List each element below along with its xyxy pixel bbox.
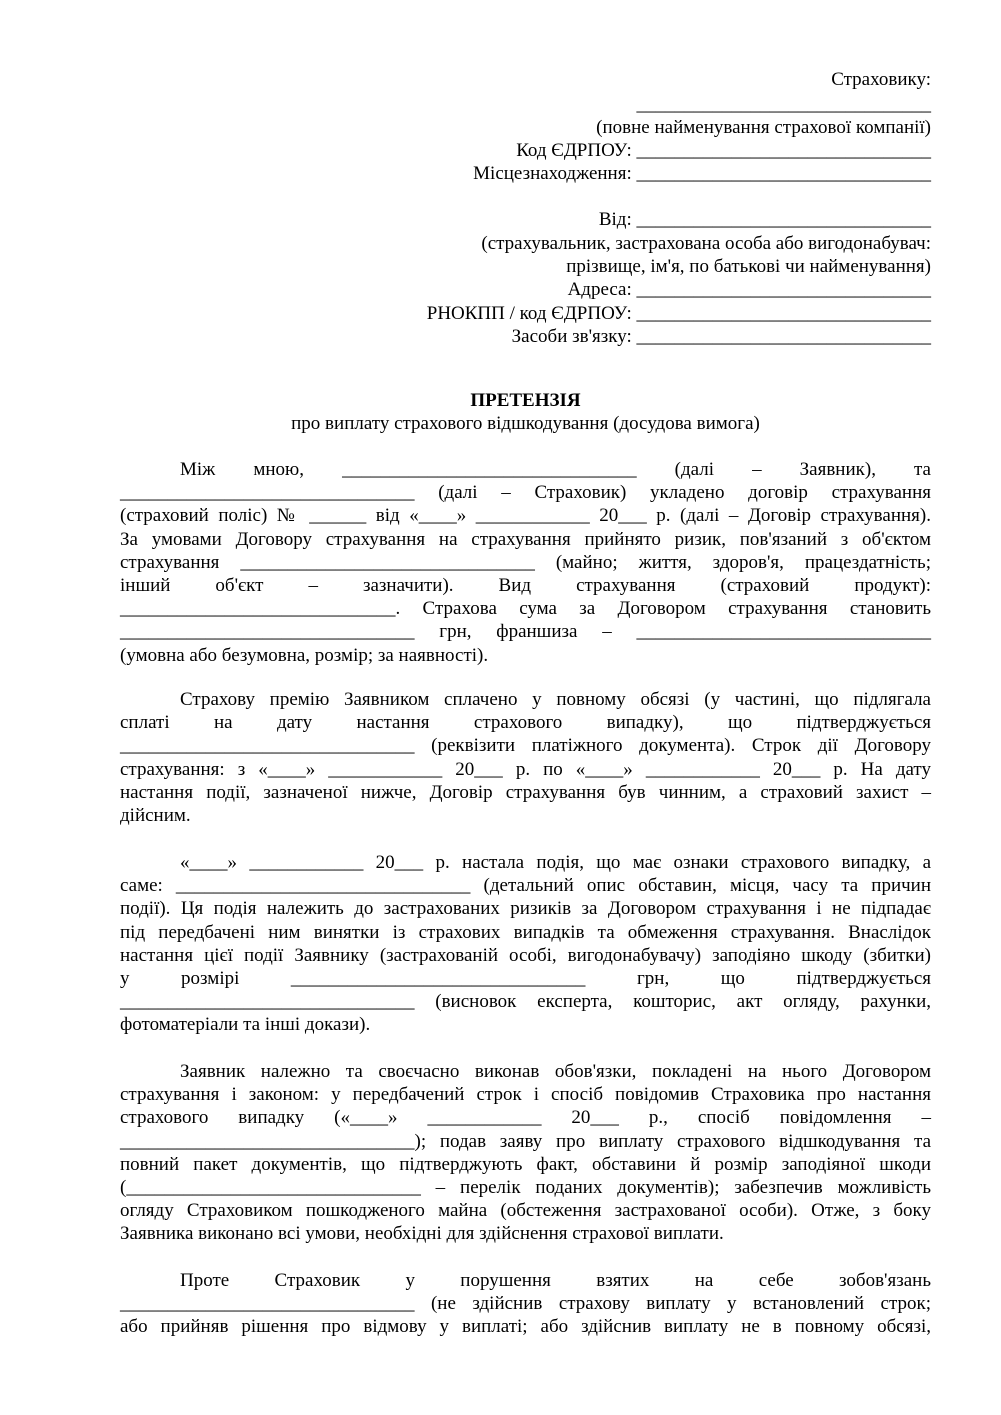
paragraph-line: _______________________________ (не здійснив страхову виплату у встановлений строк;: [120, 1293, 931, 1315]
paragraph-insured-event: [120, 851, 931, 1037]
insurer-location-line: Місцезнаходження: _______________________________: [473, 163, 931, 184]
paragraph-line: страхового випадку («____» ____________ 20___ р., спосіб повідомлення –: [120, 1107, 931, 1129]
sender-address-line: Адреса: _______________________________: [567, 279, 931, 300]
paragraph-line: «____» ____________ 20___ р. настала подія, що має ознаки страхового випадку, а: [180, 852, 931, 873]
paragraph-line: _____________________________. Страхова сума за Договором страхування становить: [120, 598, 931, 620]
paragraph-line: дійсним.: [120, 805, 191, 827]
paragraph-line: під передбачені ним винятки із страхових випадків та обмеження страхування. Внаслідок: [120, 921, 931, 943]
paragraph-line: огляду Страховиком пошкодженого майна (обстеження застрахованої особи). Отже, з боку: [120, 1200, 931, 1222]
paragraph-line: _______________________________ грн, франшиза – _______________________________: [120, 621, 931, 643]
sender-rnokpp-line: РНОКПП / код ЄДРПОУ: _______________________________: [426, 303, 931, 324]
paragraph-premium: [120, 688, 931, 827]
paragraph-line: _______________________________ (далі – Страховик) укладено договір страхування: [120, 482, 931, 504]
paragraph-line: _______________________________ (висновок експерта, кошторис, акт огляду, рахунки,: [120, 991, 931, 1013]
paragraph-line: _______________________________ (реквізити платіжного документа). Строк дії Договору: [120, 735, 931, 757]
paragraph-line: Між мною, _______________________________ (далі – Заявник), та: [180, 459, 931, 480]
paragraph-line: повний пакет документів, що підтверджують факт, обставини й розмір заподіяної шкоди: [120, 1153, 931, 1175]
paragraph-obligations: [120, 1060, 931, 1246]
paragraph-line: страхування і законом: у передбачений строк і спосіб повідомив Страховика про настання: [120, 1084, 931, 1106]
paragraph-line: За умовами Договору страхування на страхування прийнято ризик, пов'язаний з об'єктом: [120, 528, 931, 550]
paragraph-line: Заявник належно та своєчасно виконав обов'язки, покладені на нього Договором: [180, 1061, 931, 1082]
paragraph-line: Заявника виконано всі умови, необхідні для здійснення страхової виплати.: [120, 1223, 724, 1245]
paragraph-line: фотоматеріали та інші докази).: [120, 1014, 371, 1036]
paragraph-line: (умовна або безумовна, розмір; за наявності).: [120, 644, 489, 666]
paragraph-line: інший об'єкт – зазначити). Вид страхування (страховий продукт):: [120, 575, 931, 597]
paragraph-line: _______________________________); подав заяву про виплату страхового відшкодування та: [120, 1130, 931, 1152]
paragraph-line: у розмірі _______________________________ грн, що підтверджується: [120, 968, 931, 990]
paragraph-line: страхування _______________________________ (майно; життя, здоров'я, працездатність;: [120, 551, 931, 573]
paragraph-line: Проте Страховик у порушення взятих на себе зобов'язань: [180, 1270, 931, 1291]
paragraph-line: настання цієї події Заявнику (застрахованій особі, вигодонабувачу) заподіяно шкоду (збитки): [120, 944, 931, 966]
document-title: ПРЕТЕНЗІЯ: [470, 390, 581, 411]
insurer-name-blank: _______________________________: [636, 94, 931, 115]
paragraph-line: Страхову премію Заявником сплачено у повному обсязі (у частині, що підлягала: [180, 689, 931, 710]
paragraph-line: (_______________________________ – перелік поданих документів); забезпечив можливість: [120, 1177, 931, 1199]
sender-line: Від: _______________________________: [598, 209, 931, 230]
paragraph-line: (страховий поліс) № ______ від «____» ____________ 20___ р. (далі – Договір страхування).: [120, 505, 931, 527]
paragraph-breach: [120, 1269, 931, 1339]
paragraph-line: сплаті на дату настання страхового випадку), що підтверджується: [120, 712, 931, 734]
paragraph-line: саме: _______________________________ (детальний опис обставин, місця, часу та причин: [120, 875, 931, 897]
sender-note-line-1: (страхувальник, застрахована особа або вигодонабувач:: [481, 233, 931, 254]
sender-note-line-2: прізвище, ім'я, по батькові чи найменування): [566, 256, 931, 277]
addressee-label: Страховику:: [831, 69, 931, 90]
paragraph-line: страхування: з «____» ____________ 20___ р. по «____» ____________ 20___ р. На дату: [120, 758, 931, 780]
paragraph-contract: [120, 458, 931, 667]
paragraph-line: або прийняв рішення про відмову у виплаті; або здійснив виплату не в повному обсязі,: [120, 1316, 931, 1338]
insurer-name-note: (повне найменування страхової компанії): [596, 117, 931, 138]
sender-contacts-line: Засоби зв'язку: _______________________________: [511, 326, 931, 347]
paragraph-line: події). Ця подія належить до застрахованих ризиків за Договором страхування і не підпадає: [120, 898, 931, 920]
insurer-edrpou-line: Код ЄДРПОУ: _______________________________: [516, 140, 931, 161]
document-subtitle: про виплату страхового відшкодування (досудова вимога): [291, 413, 760, 434]
paragraph-line: настання події, зазначеної нижче, Договір страхування був чинним, а страховий захист –: [120, 781, 931, 803]
